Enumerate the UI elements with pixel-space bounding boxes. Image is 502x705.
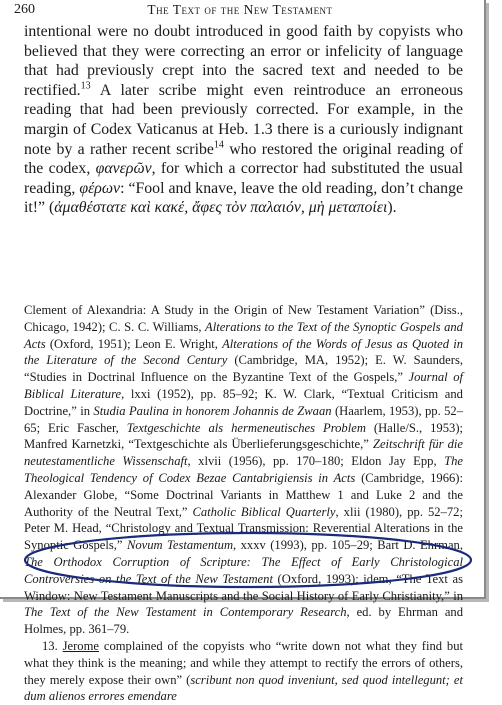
note-text: , xlii (1980), pp. 52–72; Peter M. Head, “Christology and Textual Transmission: Reverential Alterations in the Synoptic Gospels,”: [24, 504, 463, 553]
note-text: , ed. by Ehrman and Holmes, pp. 361–79.: [24, 605, 463, 637]
page-header: [14, 2, 466, 20]
text-run: : “Fool and knave, leave the old reading, don’t change it!” (: [24, 179, 463, 217]
note-text: (Haarlem, 1953), pp. 52–65; Eric Fascher,: [24, 403, 464, 435]
body-paragraph: [24, 22, 463, 218]
note-title: Alterations of the Words of Jesus as Quoted in the Literature of the Second Century: [24, 336, 463, 368]
note-title: Catholic Biblical Quarterly: [192, 504, 336, 519]
main-text: [24, 22, 463, 218]
greek-reading-1: φανερῶν: [95, 160, 152, 178]
note-text: (Oxford, 1951); Leon E. Wright,: [45, 336, 223, 351]
note-title: The Text of the New Testament in Contemporary Research: [24, 605, 347, 620]
note-text: (Cambridge, 1966): Alexander Globe, “Some Doctrinal Variants in Matthew 1 and Luke 2 and the Authority of the Neutral Text,”: [24, 470, 464, 519]
note-title: Zeitschrift für die neutestamentliche Wissenschaft: [24, 437, 463, 469]
footnote-ref-14: 14: [213, 139, 224, 151]
text-run: ).: [387, 199, 397, 217]
note-text: , xxxv (1993), pp. 105–29; Bart D. Ehrman,: [233, 538, 463, 553]
note-title: Journal of Biblical Literature: [24, 370, 463, 401]
note-text: (Halle/S., 1953); Manfred Karnetzki, “Textgeschichte als Überlieferungsgeschichte,”: [24, 420, 464, 452]
footnotes: [24, 302, 463, 705]
note-text: , lxxi (1952), pp. 85–92; K. W. Clark, “Textual Criticism and Doctrine,” in: [24, 386, 463, 418]
note-title: Textgeschichte als hermeneutisches Problem: [126, 420, 366, 435]
note-title: The Orthodox Corruption of Scripture: The Effect of Early Christological Controversies on the Text of the New Testament: [24, 554, 463, 586]
footnote-number: 13.: [42, 638, 58, 653]
note-text: (Oxford, 1993); idem, “The Text as Window: New Testament Manuscripts and the Social History of Early Christianity,” in: [24, 571, 463, 603]
latin-quote: scribunt non quod inveniunt, sed quod intellegunt; et dum alienos errores emendare: [24, 672, 463, 704]
note-title: Alterations to the Text of the Synoptic Gospels and Acts: [24, 319, 463, 351]
text-run: , for which a corrector had substituted the usual reading,: [24, 160, 463, 197]
note-text: (Cambridge, MA, 1952); E. W. Saunders, “Studies in Doctrinal Influence on the Byzantine Text of the Gospels,”: [24, 353, 464, 385]
footnote-13: [24, 638, 463, 705]
underlined-name: Jerome: [62, 638, 99, 653]
note-title: Novum Testamentum: [126, 538, 234, 553]
note-text: complained of the copyists who “write down not what they find but what they think is the meaning; and while they attempt to rectify the errors of others, they merely expose their own” (: [24, 638, 464, 687]
text-run: A later scribe might even reintroduce an erroneous reading that had been previously corrected. For example, in the margin of Codex Vaticanus at Heb. 1.3 there is a curiously indignant note by a rather recent scribe: [24, 81, 463, 158]
text-run: intentional were no doubt introduced in good faith by copyists who believed that they were correcting an error or infelicity of language that had previously crept into the sacred text and needed to be rectified.: [24, 23, 463, 99]
greek-reading-2: φέρων: [79, 179, 121, 197]
footnote-12-continued: [24, 302, 463, 638]
text-run: who restored the original reading of the codex,: [24, 140, 463, 178]
footnote-ref-13: 13: [80, 80, 91, 92]
note-title: The Theological Tendency of Codex Bezae Cantabrigiensis in Acts: [24, 454, 463, 485]
note-text: Clement of Alexandria: A Study in the Origin of New Testament Variation” (Diss., Chicago, 1942); C. S. C. Williams,: [24, 303, 463, 334]
running-head: The Text of the New Testament: [147, 2, 333, 17]
page-number: 260: [14, 2, 35, 17]
note-text: , xlvii (1956), pp. 170–180; Eldon Jay Epp,: [187, 454, 445, 469]
greek-quote: ἀμαθέστατε καὶ κακέ, ἄφες τὸν παλαιόν, μὴ μεταποίει: [54, 199, 388, 217]
note-title: Studia Paulina in honorem Johannis de Zwaan: [93, 403, 332, 418]
